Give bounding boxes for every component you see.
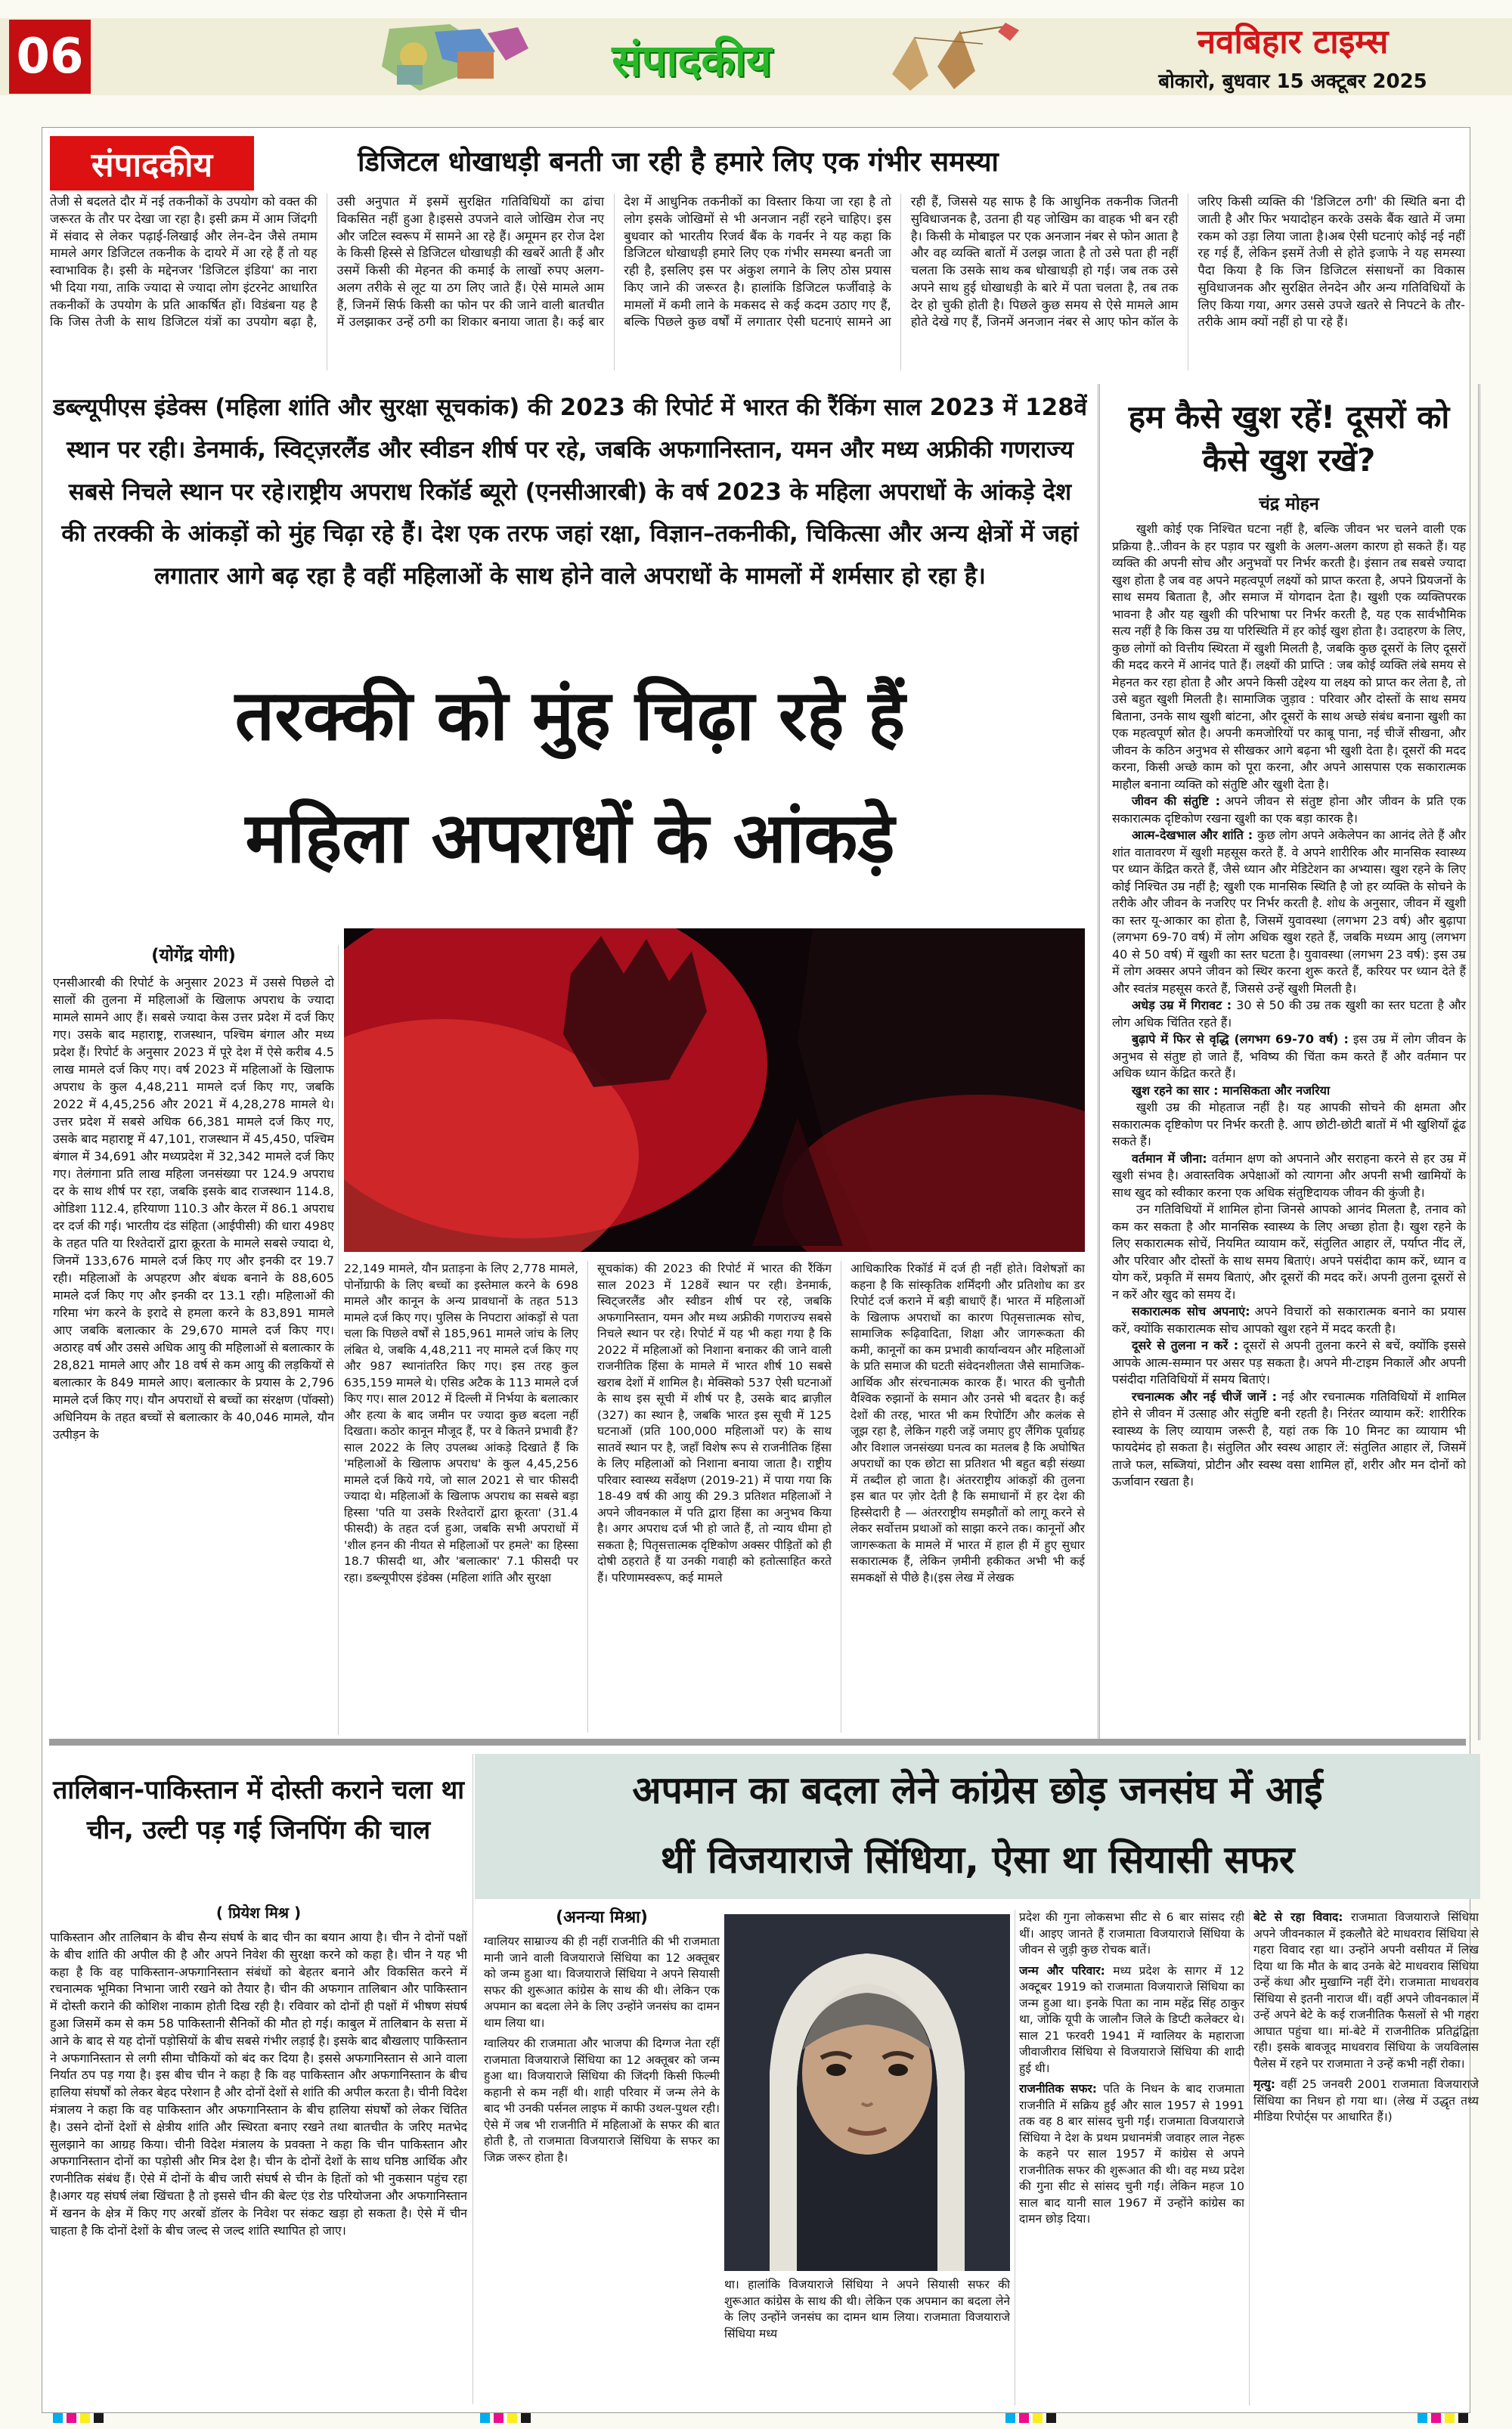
scindia-below-photo-text: था। हालांकि विजयाराजे सिंधिया ने अपने सियासी सफर की शुरूआत कांग्रेस के साथ की थी। लेकिन एक अपमान का बदला लेने के लिए उन्होंने जनसंघ का दामन थाम लिया। राजमाता विजयाराजे सिंधिया मध्य	[724, 2278, 1010, 2341]
cyan-mark	[480, 2413, 490, 2423]
china-article-headline: तालिबान-पाकिस्तान में दोस्ती कराने चला था चीन, उल्टी पड़ गई जिनपिंग की चाल	[52, 1775, 465, 1845]
main-article-column-3: सूचकांक) की 2023 की रिपोर्ट में भारत की रैंकिंग साल 2023 में 128वें स्थान पर रही। डेनमार्क, स्विट्जरलैंड और स्वीडन शीर्ष पर रहे, जबकि अफगानिस्तान, यमन और मध्य अफ्रीकी गणराज्य सबसे निचले स्थान पर रहे। रिपोर्ट में यह भी कहा गया है कि 2022 में महिलाओं को निशाना बनाकर की जाने वाली राजनीतिक हिंसा के मामले में भारत शीर्ष 10 सबसे खराब देशों में शामिल है। मेक्सिको 537 ऐसी घटनाओं के साथ इस सूची में शीर्ष पर है, उसके बाद ब्राज़ील (327) का स्थान है, जबकि भारत इस सूची में 125 घटनाओं (प्रति 100,000 महिलाओं पर) के साथ सातवें स्थान पर है, जहाँ विशेष रूप से राजनीतिक हिंसा के लिए महिलाओं को निशाना बनाया जाता है। राष्ट्रीय परिवार स्वास्थ्य सर्वेक्षण (2019-21) में पाया गया कि 18-49 वर्ष की आयु की 29.3 प्रतिशत महिलाओं ने अपने जीवनकाल में पति द्वारा हिंसा का अनुभव किया है। अगर अपराध दर्ज भी हो जाते हैं, तो न्याय धीमा हो सकता है; पितृसत्तात्मक दृष्टिकोण अक्सर पीड़ितों को ही दोषी ठहराते हैं या उनकी गवाही को हतोत्साहित करते हैं। परिणामस्वरूप, कई मामले	[587, 1261, 832, 1733]
black-mark	[521, 2413, 531, 2423]
cyan-mark	[1005, 2413, 1015, 2423]
happiness-paragraph: रचनात्मक और नई चीजें जानें : नई और रचनात्मक गतिविधियों में शामिल होने से जीवन में उत्साह और संतुष्टि बनी रहती है। निरंतर व्यायाम करें: शारीरिक स्वास्थ्य के लिए व्यायाम जरूरी है, यहां तक कि 10 मिनट का व्यायाम भी फायदेमंद हो सकता है। संतुलित और स्वस्थ आहार लें: संतुलित आहार लें, जिसमें ताजे फल, सब्जियां, प्रोटीन और स्वस्थ वसा शामिल हों, शरीर और मन दोनों को ऊर्जावान रखता है।	[1112, 1389, 1466, 1489]
main-headline-line1: तरक्की को मुंह चिढ़ा रहे हैं	[234, 675, 906, 756]
china-article-byline: ( प्रियेश मिश्र )	[215, 1904, 302, 1922]
magenta-mark	[494, 2413, 503, 2423]
happiness-subhead: खुश रहने का सार : मानसिकता और नजरिया	[1132, 1083, 1331, 1098]
cyan-mark	[53, 2413, 63, 2423]
happiness-paragraph: बुढ़ापे में फिर से वृद्धि (लगभग 69-70 वर्ष) : इस उम्र में लोग जीवन के अनुभव से संतुष्ट हो जाते हैं, भविष्य की चिंता कम करते हैं और वर्तमान पर अधिक ध्यान केंद्रित करते हैं।	[1112, 1032, 1466, 1081]
main-headline-line2: महिला अपराधों के आंकड़े	[245, 798, 895, 878]
yellow-mark	[507, 2413, 517, 2423]
yellow-mark	[1445, 2413, 1455, 2423]
yellow-mark	[80, 2413, 90, 2423]
happiness-paragraph: आत्म-देखभाल और शांति : कुछ लोग अपने अकेलेपन का आनंद लेते हैं और शांत वातावरण में खुशी महसूस करते हैं. वे अपने शारीरिक और मानसिक स्वास्थ्य पर ध्यान केंद्रित करते हैं, जैसे ध्यान और मेडिटेशन का अभ्यास। खुश रहने के लिए कोई निश्चित उम्र नहीं है; खुशी एक मानसिक स्थिति है जो हर व्यक्ति के सोचने के तरीके और जीवन के नजरिए पर निर्भर करती है. शोध के अनुसार, जीवन में खुशी का स्तर यू-आकार का होता है, जिसमें युवावस्था (लगभग 23 वर्ष) और बुढ़ापा (लगभग 69-70 वर्ष) में लोग अधिक खुश रहते हैं, जबकि मध्यम आयु (लगभग 40 से 50 वर्ष) में खुशी का स्तर घटता है। युवावस्था (लगभग 23 वर्ष): इस उम्र में लोग अक्सर अपने जीवन को स्थिर करना शुरू करते हैं, करियर पर ध्यान देते हैं और स्वतंत्र महसूस करते हैं, जिससे उन्हें खुशी मिलती है।	[1112, 828, 1466, 996]
happiness-paragraph: वर्तमान में जीना: वर्तमान क्षण को अपनाने और सराहना करने से हर उम्र में खुशी संभव है। अवास्तविक अपेक्षाओं को त्यागना और अपनी सभी खामियों के साथ खुद को स्वीकार करना एक अधिक संतुष्टिदायक जीवन की कुंजी है।	[1112, 1151, 1466, 1200]
black-mark	[94, 2413, 104, 2423]
column-rule	[472, 1754, 473, 2404]
magenta-mark	[1431, 2413, 1441, 2423]
print-registration-marks	[480, 2413, 531, 2423]
main-article-columns	[344, 1261, 1085, 1733]
scindia-column-1: ग्वालियर साम्राज्य की ही नहीं राजनीति की भी राजमाता मानी जाने वाली विजयाराजे सिंधिया का 12 अक्तूबर को जन्म हुआ था। विजयाराजे सिंधिया ने अपने सियासी सफर की शुरूआत कांग्रेस के साथ की थी। लेकिन एक अपमान का बदला लेने के लिए उन्होंने जनसंघ का दामन थाम लिया था। ग्वालियर की राजमाता और भाजपा की दिग्गज नेता रहीं राजमाता विजयाराजे सिंधिया का 12 अक्तूबर को जन्म हुआ था। विजयाराजे सिंधिया की जिंदगी किसी फिल्मी कहानी से कम नहीं थी। शाही परिवार में जन्म लेने के बाद भी उनकी पर्सनल लाइफ में काफी उथल-पुथल रही। ऐसे में जब भी राजनीति में महिलाओं के सफर की बात होती है, तो राजमाता विजयाराजे सिंधिया के सफर का जिक्र जरूर होता है।	[484, 1935, 720, 2164]
editorial-headline: डिजिटल धोखाधड़ी बनती जा रही है हमारे लिए एक गंभीर समस्या	[358, 147, 999, 178]
yellow-mark	[1033, 2413, 1043, 2423]
print-registration-marks	[1418, 2413, 1468, 2423]
print-registration-marks	[1005, 2413, 1056, 2423]
main-article-byline: (योगेंद्र योगी)	[151, 946, 236, 965]
crime-symbolic-photo	[344, 928, 1085, 1252]
magenta-mark	[67, 2413, 76, 2423]
black-mark	[1046, 2413, 1056, 2423]
main-article-lead: डब्ल्यूपीएस इंडेक्स (महिला शांति और सुरक्षा सूचकांक) की 2023 की रिपोर्ट में भारत की रैंकिंग साल 2023 में 128वें स्थान पर रही। डेनमार्क, स्विट्ज़रलैंड और स्वीडन शीर्ष पर रहे, जबकि अफगानिस्तान, यमन और मध्य अफ्रीकी गणराज्य सबसे निचले स्थान पर रहे।राष्ट्रीय अपराध रिकॉर्ड ब्यूरो (एनसीआरबी) के वर्ष 2023 के महिला अपराधों के आंकड़े देश की तरक्की के आंकड़ों को मुंह चिढ़ा रहे हैं। देश एक तरफ जहां रक्षा, विज्ञान–तकनीकी, चिकित्सा और अन्य क्षेत्रों में जहां लगातार आगे बढ़ रहा है वहीं महिलाओं के साथ होने वाले अपराधों के मामलों में शर्मसार हो रहा है।	[53, 394, 1087, 590]
date-line: बोकारो, बुधवार 15 अक्टूबर 2025	[1158, 70, 1427, 94]
main-article-column-4: आधिकारिक रिकॉर्ड में दर्ज ही नहीं होते। विशेषज्ञों का कहना है कि सांस्कृतिक शर्मिंदगी और प्रतिशोध का डर रिपोर्ट दर्ज कराने में बड़ी बाधाएँ हैं। भारत में महिलाओं के खिलाफ अपराधों का कारण पितृसत्तात्मक सोच, सामाजिक रूढ़िवादिता, शिक्षा और जागरूकता की कमी, कानूनों का कम प्रभावी कार्यान्वयन और महिलाओं के प्रति समाज की घटती संवेदनशीलता जैसे सामाजिक-आर्थिक और संरचनात्मक कारक हैं। भारत की चुनौती वैश्विक रुझानों के समान और उनसे भी बदतर है। कई देशों की तरह, भारत भी कम रिपोर्टिंग और कलंक से जूझ रहा है, लेकिन गहरी जड़ें जमाए हुए लैंगिक पूर्वाग्रह और विशाल जनसंख्या घनत्व का मतलब है कि अघोषित अपराधों का एक छोटा सा प्रतिशत भी बहुत बड़ी संख्या में तब्दील हो जाता है। अंतरराष्ट्रीय आंकड़ों की तुलना इस बात पर ज़ोर देती है कि समाधानों में हर देश की हिस्सेदारी है — अंतरराष्ट्रीय समझौतों को लागू करने से लेकर सर्वोत्तम प्रथाओं को साझा करने तक। कानूनों और जागरूकता के मामले में भारत में हाल ही में हुए सुधार सकारात्मक हैं, लेकिन ज़मीनी हकीकत अभी भी कई समकक्षों से पीछे है।(इस लेख में लेखक	[841, 1261, 1085, 1733]
happiness-paragraph: अधेड़ उम्र में गिरावट : 30 से 50 की उम्र तक खुशी का स्तर घटता है और लोग अधिक चिंतित रहते हैं।	[1112, 998, 1466, 1030]
scindia-column-2: प्रदेश की गुना लोकसभा सीट से 6 बार सांसद रही थीं। आइए जानते हैं राजमाता विजयाराजे सिंधिया के जीवन से जुड़ी कुछ रोचक बातें। जन्म और परिवार: मध्य प्रदेश के सागर में 12 अक्टूबर 1919 को राजमाता विजयाराजे सिंधिया का जन्म हुआ था। इनके पिता का नाम महेंद्र सिंह ठाकुर था, जोकि यूपी के जालौन जिले के डिप्टी कलेक्टर थे। साल 21 फरवरी 1941 में ग्वालियर के महाराजा जीवाजीराव सिंधिया से विजयाराजे सिंधिया की शादी हुई थी। राजनीतिक सफर: पति के निधन के बाद राजमाता राजनीति में सक्रिय हुईं और साल 1957 से 1991 तक वह 8 बार सांसद चुनी गईं। राजमाता विजयाराजे सिंधिया ने देश के प्रथम प्रधानमंत्री जवाहर लाल नेहरू के कहने पर साल 1957 में कांग्रेस से अपने राजनीतिक सफर की शुरूआत की थी। वह मध्य प्रदेश की गुना सीट से सांसद चुनी गईं। लेकिन महज 10 साल बाद यानी साल 1967 में उन्होंने कांग्रेस का दामन छोड़ दिया।	[1019, 1910, 1244, 2226]
scindia-byline: (अनन्या मिश्रा)	[556, 1908, 648, 1927]
happiness-paragraph: खुशी कोई एक निश्चित घटना नहीं है, बल्कि जीवन भर चलने वाली एक प्रक्रिया है..जीवन के हर पड़ाव पर खुशी के अलग-अलग कारण हो सकते हैं। यह व्यक्ति की अपनी सोच और अनुभवों पर निर्भर करती है। इंसान तब सबसे ज्यादा खुश होता है जब वह अपने महत्वपूर्ण लक्ष्यों को प्राप्त करता है, अपने प्रियजनों के साथ समय बिताता है, और समाज में योगदान देता है। खुशी एक व्यक्तिपरक भावना है और यह खुशी की परिभाषा पर निर्भर करती है, यह एक सार्वभौमिक सत्य नहीं है कि किस उम्र या परिस्थिति में हर कोई खुश होता है। उदाहरण के लिए, कुछ लोगों को वित्तीय स्थिरता में खुशी मिलती है, जबकि कुछ दूसरों के लिए दूसरों की मदद करने में आनंद पाते हैं। लक्ष्यों की प्राप्ति : जब कोई व्यक्ति लंबे समय से मेहनत कर रहा होता है और अपने किसी उद्देश्य या लक्ष्य को प्राप्त कर लेता है, तो उसे बहुत खुशी मिलती है। सामाजिक जुड़ाव : परिवार और दोस्तों के साथ समय बिताना, उनके साथ खुशी बांटना, और दूसरों के साथ अच्छे संबंध बनाना खुशी का एक महत्वपूर्ण स्रोत है। अपनी कमजोरियों पर काबू पाना, नई चीजें सीखना, और जीवन के कठिन अनुभव से सीखकर आगे बढ़ना भी खुशी देता है। दूसरों की मदद करना, किसी अच्छे काम को पूरा करना, और अपने आसपास एक सकारात्मक माहौल बनाना व्यक्ति को संतुष्टि और खुशी देता है।	[1112, 522, 1466, 792]
section-title: संपादकीय	[612, 34, 772, 86]
scindia-column-3: बेटे से रहा विवाद: राजमाता विजयाराजे सिंधिया अपने जीवनकाल में इकलौते बेटे माधवराव सिंधिया से गहरा विवाद रहा था। उन्होंने अपनी वसीयत में लिख दिया था कि मौत के बाद उनके बेटे माधवराव सिंधिया उन्हें कंधा और मुखाग्नि नहीं देंगे। राजमाता माधवराव सिंधिया से इतनी नाराज थीं। वहीं अपने जीवनकाल में उन्हें अपने बेटे के कई राजनीतिक फैसलों से भी गहरा आघात पहुंचा था। मां-बेटे में राजनीतिक प्रतिद्वंद्विता रही। इसके बावजूद माधवराव सिंधिया के जयविलास पैलेस में रहने पर राजमाता ने उन्हें कभी नहीं रोका। मृत्यु: वहीं 25 जनवरी 2001 राजमाता विजयाराजे सिंधिया का निधन हो गया था। (लेख में उद्धृत तथ्य मीडिया रिपोर्ट्स पर आधारित हैं।)	[1253, 1910, 1479, 2124]
happiness-paragraph: सकारात्मक सोच अपनाएं: अपने विचारों को सकारात्मक बनाने का प्रयास करें, क्योंकि सकारात्मक सोच आपको खुश रहने में मदद करती है।	[1112, 1304, 1466, 1336]
header-collage-image	[344, 21, 571, 94]
editorial-body: तेजी से बदलते दौर में नई तकनीकों के उपयोग को वक्त की जरूरत के तौर पर देखा जा रहा है। इसी क्रम में आम जिंदगी में संवाद से लेकर पढ़ाई-लिखाई और लेन-देन जैसे तमाम मामले अगर डिजिटल तकनीक के दायरे में आ रहे हैं तो यह स्वाभाविक है। इसी के मद्देनजर 'डिजिटल इंडिया' का नारा भी दिया गया, ताकि ज्यादा से ज्यादा लोग इंटरनेट आधारित तकनीकों के उपयोग के प्रति आकर्षित हों। विडंबना यह है कि जिस तेजी के साथ डिजिटल यंत्रों का उपयोग बढ़ा है, उसी अनुपात में इसमें सुरक्षित गतिविधियों का ढांचा विकसित नहीं हुआ है।इससे उपजने वाले जोखिम रोज नए और जटिल स्वरूप में सामने आ रहे हैं। अमूमन हर रोज देश के किसी हिस्से से डिजिटल धोखाधड़ी की खबरें आती हैं और उसमें किसी की मेहनत की कमाई के लाखों रुपए अलग-अलग तरीके से लूट या ठग लिए जाते हैं। ऐसे मामले आम हैं, जिनमें सिर्फ किसी का फोन पर की जाने वाली बातचीत में उलझाकर उन्हें ठगी का शिकार बनाया जाता है। कई बार देश में आधुनिक तकनीकों का विस्तार किया जा रहा है तो लोग इसके जोखिमों से भी अनजान नहीं रहने चाहिए। इस बुधवार को भारतीय रिजर्व बैंक के गवर्नर ने यह कहा कि डिजिटल धोखाधड़ी हमारे लिए एक गंभीर समस्या बनती जा रही है, इसलिए इस पर अंकुश लगाने के लिए ठोस प्रयास किए जाने की जरूरत है। हालांकि डिजिटल फर्जीवाड़े के मामलों में कमी लाने के मकसद से कई कदम उठाए गए हैं, बल्कि पिछले कुछ वर्षों में लगातार ऐसी घटनाएं सामने आ रही हैं, जिससे यह साफ है कि आधुनिक तकनीक जितनी सुविधाजनक है, उतना ही यह जोखिम का वाहक भी बन रही है। किसी के मोबाइल पर एक अनजान नंबर से फोन आता है और वह व्यक्ति बातों में उलझ जाता है तो उसे पता ही नहीं चलता कि उसके साथ कब धोखाधड़ी हो गई। जब तक उसे अपने साथ हुई धोखाधड़ी के बारे में पता चलता है, तब तक देर हो चुकी होती है। पिछले कुछ समय से ऐसे मामले आम होते देखे गए हैं, जिनमें अनजान नंबर से आए फोन कॉल के जरिए किसी व्यक्ति की 'डिजिटल ठगी' की स्थिति बना दी जाती है और फिर भयादोहन करके उसके बैंक खाते में जमा रकम को उड़ा लिया जाता है।अब ऐसी घटनाएं कोई नई नहीं रह गई हैं, लेकिन इसमें तेजी से होते इजाफे ने यह समस्या पैदा किया है कि जिन डिजिटल संसाधनों का विकास सुविधाजनक और सुरक्षित लेनदेन और अन्य गतिविधियों के लिए किया गया, अगर उससे उपजे खतरे से निपटने के तौर-तरीके आम क्यों नहीं हो पा रहे हैं।	[50, 194, 1465, 330]
paper-name: नवबिहार टाइम्स	[1197, 23, 1389, 61]
main-article-column-2: 22,149 मामले, यौन प्रताड़ना के लिए 2,778 मामले, पोर्नोग्राफी के लिए बच्चों का इस्तेमाल करने के 698 मामले और कानून के अन्य प्रावधानों के तहत 513 मामले दर्ज किए गए। पुलिस के निपटारा आंकड़ों से पता चला कि पिछले वर्षों से 185,961 मामले जांच के लिए लंबित थे, जबकि 4,48,211 नए मामले दर्ज किए गए और 987 स्थानांतरित किए गए। इस तरह कुल 635,159 मामले थे। एसिड अटैक के 113 मामले दर्ज किए गए। साल 2012 में दिल्ली में निर्भया के बलात्कार और हत्या के बाद जमीन पर ज्यादा कुछ बदला नहीं दिखता। कठोर कानून मौजूद हैं, पर वे कितने प्रभावी हैं? साल 2022 के लिए उपलब्ध आंकड़े दिखाते हैं कि 'महिलाओं के खिलाफ अपराध' के कुल 4,45,256 मामले दर्ज किये गये, जो साल 2021 से चार फीसदी ज्यादा थे। महिलाओं के खिलाफ अपराध का सबसे बड़ा हिस्सा 'पति या उसके रिश्तेदारों द्वारा क्रूरता' (31.4 फीसदी) के तहत दर्ज हुआ, जबकि सभी अपराधों में 'शील हनन की नीयत से महिलाओं पर हमले' का हिस्सा 18.7 फीसदी था, और 'बलात्कार' 7.1 फीसदी पर रहा। डब्ल्यूपीएस इंडेक्स (महिला शांति और सुरक्षा	[344, 1262, 578, 1585]
main-article-column-1: एनसीआरबी की रिपोर्ट के अनुसार 2023 में उससे पिछले दो सालों की तुलना में महिलाओं के खिलाफ अपराध के ज्यादा मामले सामने आए हैं। सबसे ज्यादा केस उत्तर प्रदेश में दर्ज किए गए। उसके बाद महाराष्ट्र, राजस्थान, पश्चिम बंगाल और मध्य प्रदेश हैं। रिपोर्ट के अनुसार 2023 में पूरे देश में ऐसे करीब 4.5 लाख मामले दर्ज किए गए। वर्ष 2023 में महिलाओं के खिलाफ अपराध के कुल 4,48,211 मामले दर्ज किए गए, जबकि 2022 में 4,45,256 और 2021 में 4,28,278 मामले थे। उत्तर प्रदेश में सबसे अधिक 66,381 मामले दर्ज किए गए, उसके बाद महाराष्ट्र में 47,101, राजस्थान में 45,450, पश्चिम बंगाल में 34,691 और मध्यप्रदेश में 32,342 मामले दर्ज किए गए। तेलंगाना प्रति लाख महिला जनसंख्या पर 124.9 अपराध दर के साथ शीर्ष पर रहा, जबकि इसके बाद राजस्थान 114.8, ओडिशा 112.4, हरियाणा 110.3 और केरल में 86.1 अपराध दर दर्ज की गई। भारतीय दंड संहिता (आईपीसी) की धारा 498ए के तहत पति या रिश्तेदारों द्वारा क्रूरता के मामले सबसे ज्यादा थे, जिनमें 133,676 मामले दर्ज किए गए और इनकी दर 19.7 रही। महिलाओं के अपहरण और बंधक बनाने के 88,605 मामले दर्ज किए गए और इनकी दर 13.1 रही। महिलाओं की गरिमा भंग करने के इरादे से हमला करने के 83,891 मामले आए जबकि बलात्कार के 29,670 मामले दर्ज किए गए। अठारह वर्ष और उससे अधिक आयु की महिलाओं से बलात्कार के 28,821 मामले आए और 18 वर्ष से कम आयु की लड़कियों से बलात्कार के 849 मामले आए। बलात्कार के प्रयास के 2,796 मामले दर्ज किए गए। यौन अपराधों से बच्चों का संरक्षण (पॉक्सो) अधिनियम के तहत बच्चों से बलात्कार के 40,046 मामले, यौन उत्पीड़न के	[53, 975, 334, 1442]
scindia-headline-line1: अपमान का बदला लेने कांग्रेस छोड़ जनसंघ में आई	[632, 1768, 1323, 1812]
print-registration-marks	[53, 2413, 104, 2423]
masthead	[1111, 24, 1474, 94]
page-number: 06	[16, 29, 84, 85]
column-rule	[1249, 1910, 1250, 2406]
section-divider	[49, 1739, 1466, 1746]
happiness-paragraph: जीवन की संतुष्टि : अपने जीवन से संतुष्ट होना और जीवन के प्रति एक सकारात्मक दृष्टिकोण रखना खुशी का एक बड़ा कारक है।	[1112, 794, 1466, 826]
happiness-byline: चंद्र मोहन	[1259, 494, 1319, 515]
header-illustration-kite	[869, 21, 1036, 94]
happiness-article	[1098, 384, 1480, 1740]
happiness-paragraph: उन गतिविधियों में शामिल होना जिनसे आपको आनंद मिलता है, तनाव को कम कर सकता है और मानसिक स्वास्थ्य के लिए अच्छा होता है। खुश रहने के लिए सकारात्मक सोचें, नियमित व्यायाम करें, संतुलित आहार लें, पर्याप्त नींद लें, और परिवार और दोस्तों के साथ समय बिताएं। अपने पसंदीदा काम करें, ध्यान व योग करें, प्रकृति में समय बिताएं, और दूसरों की मदद करें। अपनी तुलना दूसरों से न करें और खुद को समय दें।	[1112, 1202, 1466, 1302]
vijayaraje-scindia-photo	[724, 1914, 1010, 2271]
scindia-headline-line2: थीं विजयाराजे सिंधिया, ऐसा था सियासी सफर	[660, 1838, 1295, 1882]
editorial-label-box	[50, 136, 254, 191]
page-number-box	[9, 20, 91, 94]
happiness-headline: हम कैसे खुश रहें! दूसरों को कैसे खुश रखें?	[1128, 398, 1450, 479]
editorial-label: संपादकीय	[91, 146, 213, 184]
black-mark	[1458, 2413, 1468, 2423]
magenta-mark	[1019, 2413, 1029, 2423]
happiness-paragraph: दूसरे से तुलना न करें : दूसरों से अपनी तुलना करने से बचें, क्योंकि इससे आपके आत्म-सम्मान पर असर पड़ सकता है। अपने मी-टाइम निकालें और अपनी पसंदीदा गतिविधियों में समय बिताएं।	[1112, 1338, 1466, 1387]
column-rule	[338, 945, 339, 1735]
happiness-paragraph: खुशी उम्र की मोहताज नहीं है। यह आपकी सोचने की क्षमता और सकारात्मक दृष्टिकोण पर निर्भर करती है. आप छोटी-छोटी बातों में भी खुशियाँ ढूंढ सकते हैं।	[1112, 1100, 1466, 1149]
cyan-mark	[1418, 2413, 1427, 2423]
china-article-body: पाकिस्तान और तालिबान के बीच सैन्य संघर्ष के बाद चीन का बयान आया है। चीन ने दोनों पक्षों के बीच शांति की अपील की है और अपने निवेश की सुरक्षा करने को कहा है। चीन ने यह भी कहा है कि वह पाकिस्तान-अफगानिस्तान संबंधों को बेहतर बनाने और विकसित करने में रचनात्मक भूमिका निभाना जारी रखने को तैयार है। चीन की अफगान तालिबान और पाकिस्तान में दोस्ती कराने की कोशिश नाकाम होती दिख रही है। रविवार को दोनों ही पक्षों में भीषण संघर्ष हुआ जिसमें कम से कम 58 पाकिस्तानी सैनिकों की मौत हो गई। काबुल में तालिबान के सत्ता में आने के बाद से यह दोनों पड़ोसियों के बीच सबसे गंभीर लड़ाई है। इसके बाद बौखलाए पाकिस्तान ने अफगानिस्तान से लगी सीमा चौकियों को बंद कर दिया है। इससे अफगानिस्तान से आने वाला निर्यात ठप पड़ गया है। इस बीच चीन ने कहा है कि वह पाकिस्तान और अफगानिस्तान के बीच हालिया संघर्षों को लेकर बेहद परेशान है और दोनों देशों से शांति की अपील करता है। चीनी विदेश मंत्रालय ने कहा कि वह पाकिस्तान और अफगानिस्तान के बीच हालिया संघर्षों को लेकर चिंतित है। उसने दोनों देशों से क्षेत्रीय शांति और स्थिरता बनाए रखने तथा बातचीत के जरिए मतभेद सुलझाने का आग्रह किया। चीनी विदेश मंत्रालय के प्रवक्ता ने कहा कि चीन पाकिस्तान और अफगानिस्तान दोनों का पड़ोसी और मित्र देश है। चीन के दोनों देशों के साथ घनिष्ठ आर्थिक और रणनीतिक संबंध हैं। ऐसे में दोनों के बीच जारी संघर्ष से चीन के हितों को भी नुकसान पहुंच रहा है।अगर यह संघर्ष लंबा खिंचता है तो इससे चीन की बेल्ट एंड रोड परियोजना और अफगानिस्तान में खनन के क्षेत्र में किए गए अरबों डॉलर के निवेश पर संकट खड़ा हो सकता है। ऐसे में चीन चाहता है कि दोनों देशों के बीच जल्द से जल्द शांति स्थापित हो जाए।	[50, 1930, 467, 2238]
